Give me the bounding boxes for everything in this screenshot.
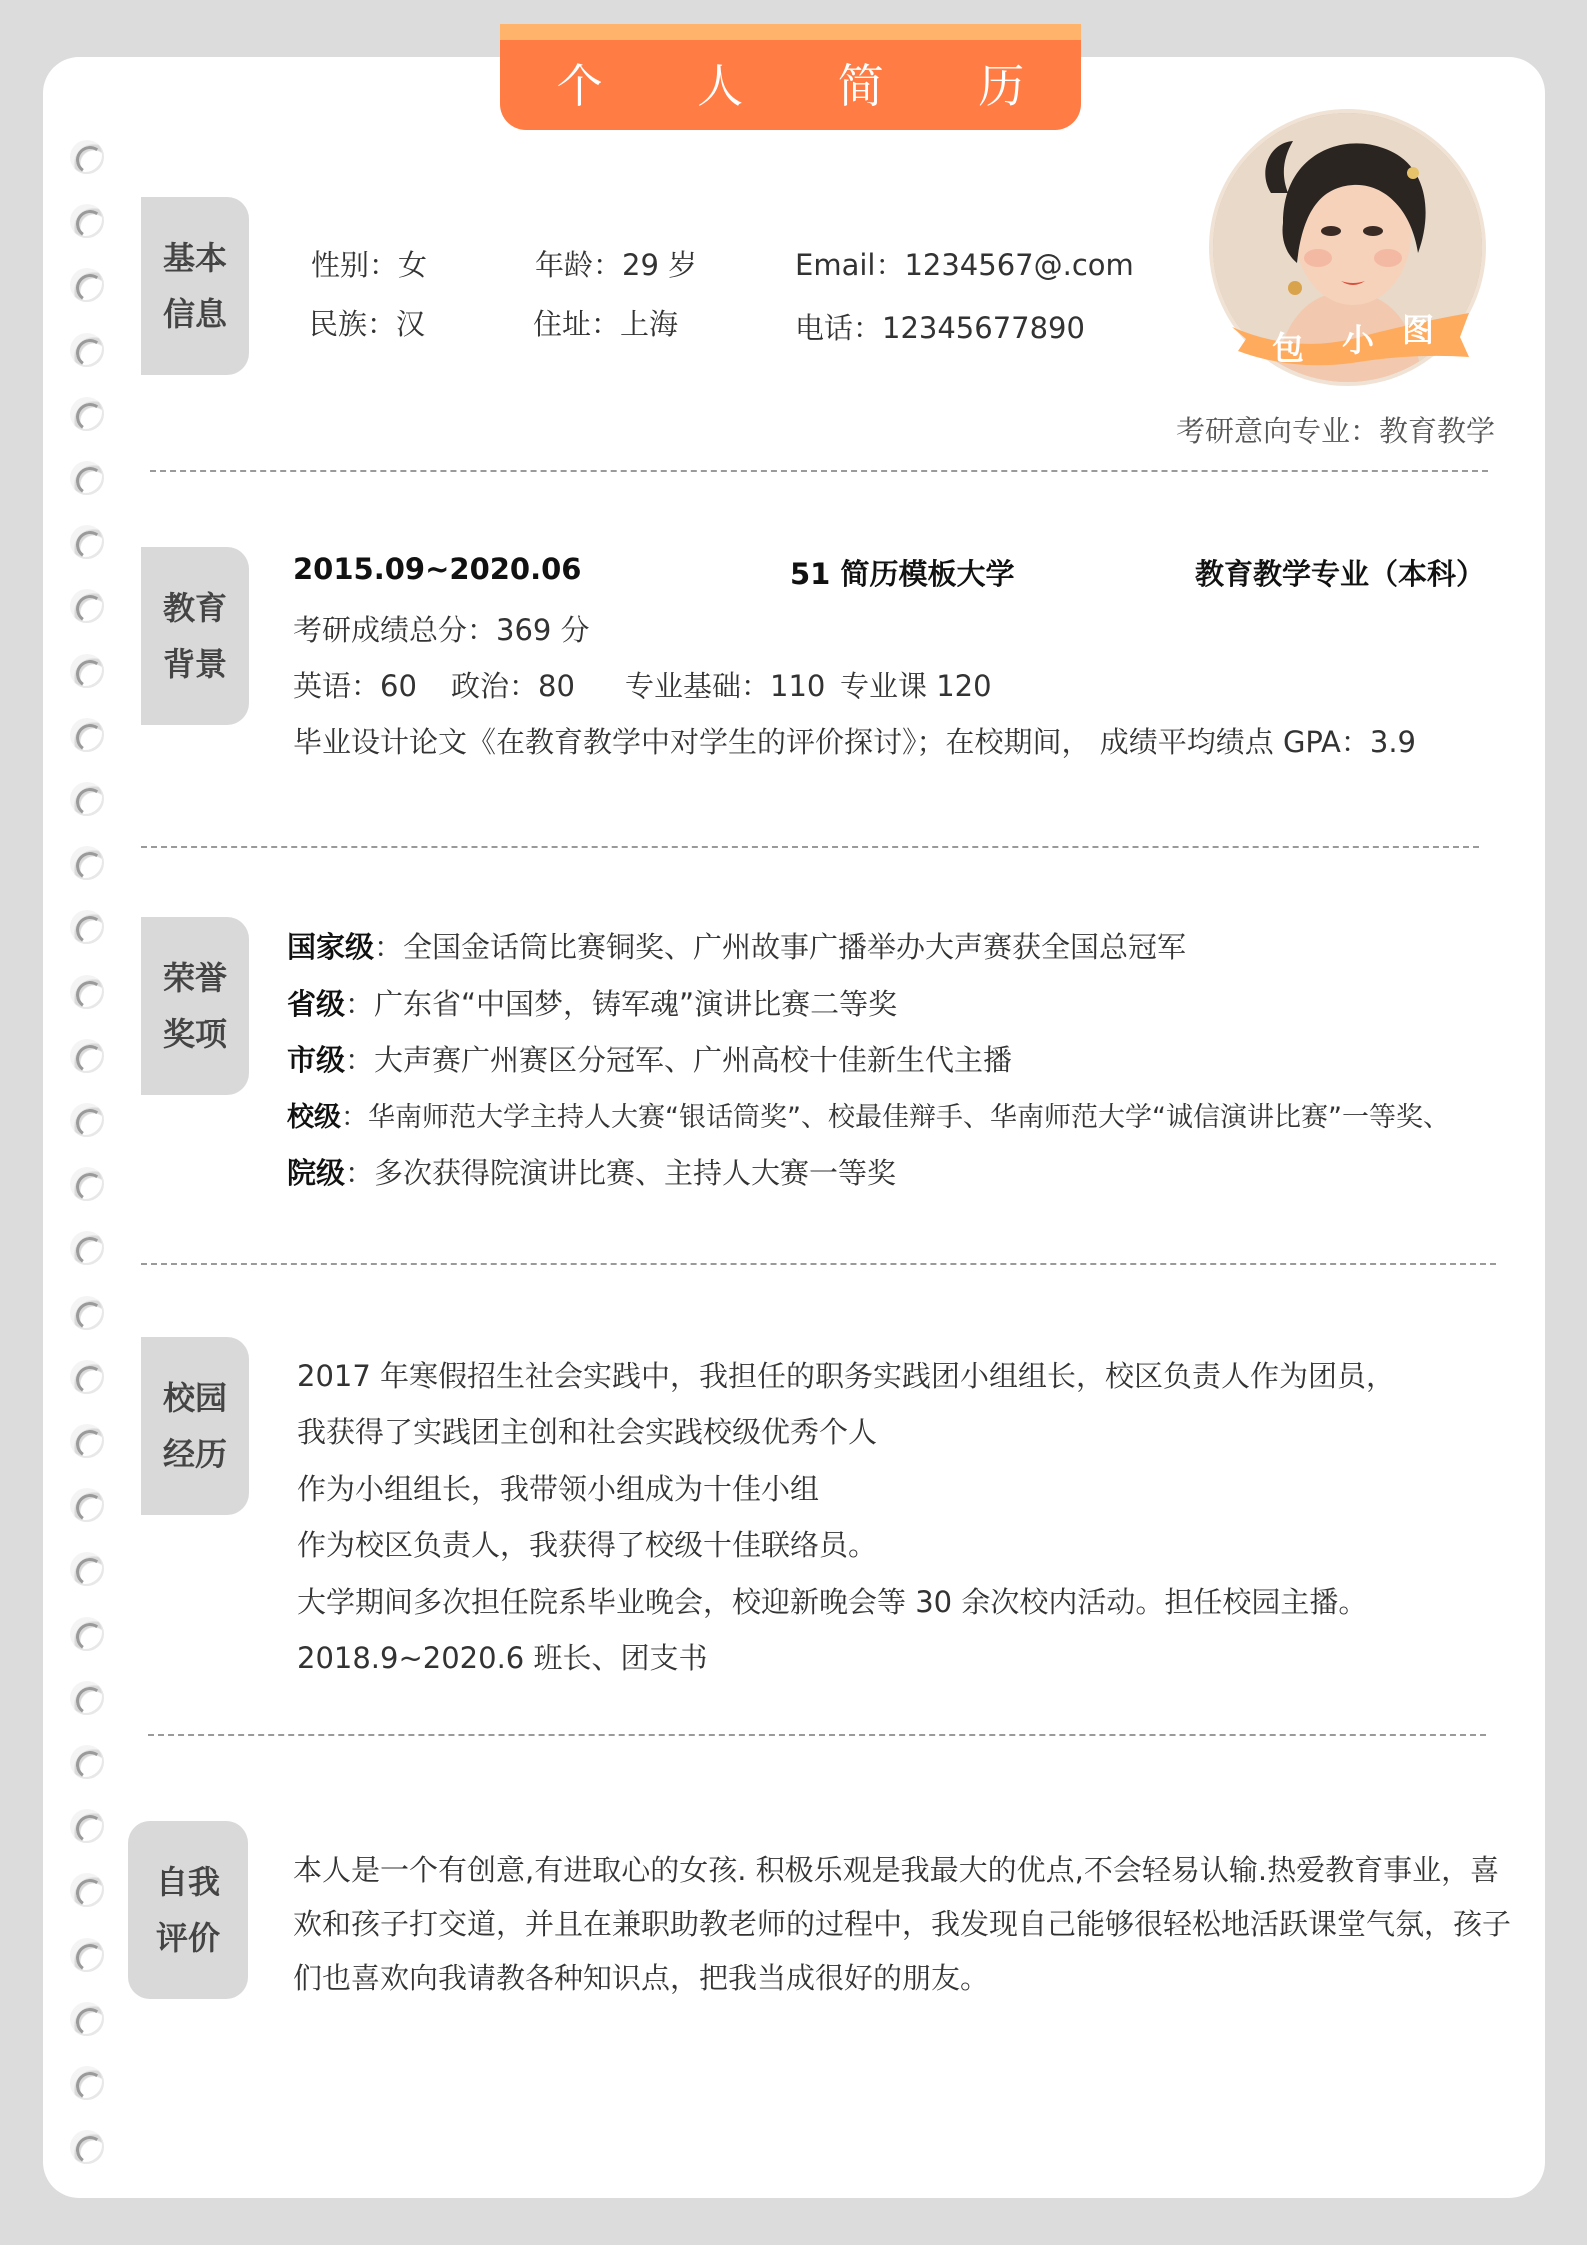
self-line: 欢和孩子打交道，并且在兼职助教老师的过程中，我发现自己能够很轻松地活跃课堂气氛，孩子 — [293, 1907, 1512, 1941]
campus-line: 作为小组组长，我带领小组成为十佳小组 — [297, 1472, 820, 1506]
binding-ring — [70, 2066, 104, 2100]
edu-period: 2015.09~2020.06 — [293, 552, 582, 586]
edu-major-course: 专业课 120 — [840, 669, 992, 703]
honor-item: 院级：多次获得院演讲比赛、主持人大赛一等奖 — [287, 1156, 897, 1190]
binding-ring — [70, 2002, 104, 2036]
binding-ring — [70, 2130, 104, 2164]
binding-ring — [70, 204, 104, 238]
basic-intent: 考研意向专业：教育教学 — [1176, 414, 1496, 448]
divider-3 — [141, 1263, 1496, 1265]
edu-total-score: 考研成绩总分：369 分 — [293, 613, 590, 647]
binding-ring — [70, 140, 104, 174]
name-char-3: 图 — [1402, 311, 1435, 349]
binding-ring — [70, 654, 104, 688]
divider-2 — [141, 846, 1479, 848]
name-char-1: 包 — [1272, 329, 1305, 367]
binding-ring — [70, 1873, 104, 1907]
name-char-2: 小 — [1342, 321, 1375, 359]
binding-ring — [70, 525, 104, 559]
section-label-education: 教育 背景 — [141, 547, 249, 725]
section-label-basic: 基本 信息 — [141, 197, 249, 375]
binding-ring — [70, 333, 104, 367]
resume-title: 个 人 简 历 — [556, 59, 1065, 113]
binding-ring — [70, 1745, 104, 1779]
campus-line: 我获得了实践团主创和社会实践校级优秀个人 — [297, 1415, 878, 1449]
binding-ring — [70, 268, 104, 302]
self-line: 们也喜欢向我请教各种知识点，把我当成很好的朋友。 — [293, 1961, 990, 1995]
basic-gender: 性别：女 — [311, 248, 428, 282]
campus-line: 大学期间多次担任院系毕业晚会，校迎新晚会等 30 余次校内活动。担任校园主播。 — [297, 1585, 1368, 1619]
campus-line: 2018.9~2020.6 班长、团支书 — [297, 1641, 708, 1675]
binding-ring — [70, 1103, 104, 1137]
binding-ring — [70, 782, 104, 816]
section-label-honors: 荣誉 奖项 — [141, 917, 249, 1095]
basic-phone: 电话：12345677890 — [795, 311, 1085, 345]
binding-ring — [70, 910, 104, 944]
binding-ring — [70, 975, 104, 1009]
section-label-campus: 校园 经历 — [141, 1337, 249, 1515]
binding-ring — [70, 1424, 104, 1458]
binding-ring — [70, 589, 104, 623]
binding-ring — [70, 1938, 104, 1972]
edu-basic-course: 专业基础：110 — [625, 669, 826, 703]
binding-ring — [70, 1296, 104, 1330]
resume-title-tab — [500, 24, 1081, 130]
edu-major: 教育教学专业（本科） — [1195, 557, 1486, 591]
basic-age: 年龄：29 岁 — [535, 248, 698, 282]
binding-ring — [70, 1681, 104, 1715]
edu-politics: 政治：80 — [451, 669, 575, 703]
binding-ring — [70, 1809, 104, 1843]
section-label-self: 自我 评价 — [128, 1821, 248, 1999]
binding-ring — [70, 397, 104, 431]
basic-address: 住址：上海 — [533, 307, 679, 341]
edu-school: 51 简历模板大学 — [790, 557, 1015, 591]
honor-item: 省级：广东省“中国梦，铸军魂”演讲比赛二等奖 — [287, 987, 898, 1021]
basic-ethnicity: 民族：汉 — [309, 307, 426, 341]
basic-email: Email：1234567@.com — [795, 248, 1134, 282]
honor-item: 国家级：全国金话筒比赛铜奖、广州故事广播举办大声赛获全国总冠军 — [287, 930, 1187, 964]
binding-ring — [70, 718, 104, 752]
binding-ring — [70, 1488, 104, 1522]
campus-line: 作为校区负责人，我获得了校级十佳联络员。 — [297, 1528, 878, 1562]
binding-ring — [70, 1360, 104, 1394]
binding-ring — [70, 846, 104, 880]
edu-english: 英语：60 — [293, 669, 417, 703]
binding-ring — [70, 1167, 104, 1201]
divider-4 — [148, 1734, 1486, 1736]
honor-item: 市级：大声赛广州赛区分冠军、广州高校十佳新生代主播 — [287, 1043, 1013, 1077]
name-ribbon — [1232, 305, 1469, 367]
honor-item: 校级：华南师范大学主持人大赛“银话筒奖”、校最佳辩手、华南师范大学“诚信演讲比赛”一等奖、 — [287, 1102, 1450, 1133]
binding-ring — [70, 1617, 104, 1651]
self-line: 本人是一个有创意,有进取心的女孩. 积极乐观是我最大的优点,不会轻易认输.热爱教育事业，喜 — [293, 1853, 1500, 1887]
divider-1 — [150, 470, 1488, 472]
campus-line: 2017 年寒假招生社会实践中，我担任的职务实践团小组组长，校区负责人作为团员， — [297, 1359, 1396, 1393]
edu-thesis: 毕业设计论文《在教育教学中对学生的评价探讨》；在校期间， 成绩平均绩点 GPA：3.9 — [293, 725, 1417, 759]
binding-ring — [70, 461, 104, 495]
binding-ring — [70, 1039, 104, 1073]
binding-ring — [70, 1231, 104, 1265]
binding-ring — [70, 1552, 104, 1586]
